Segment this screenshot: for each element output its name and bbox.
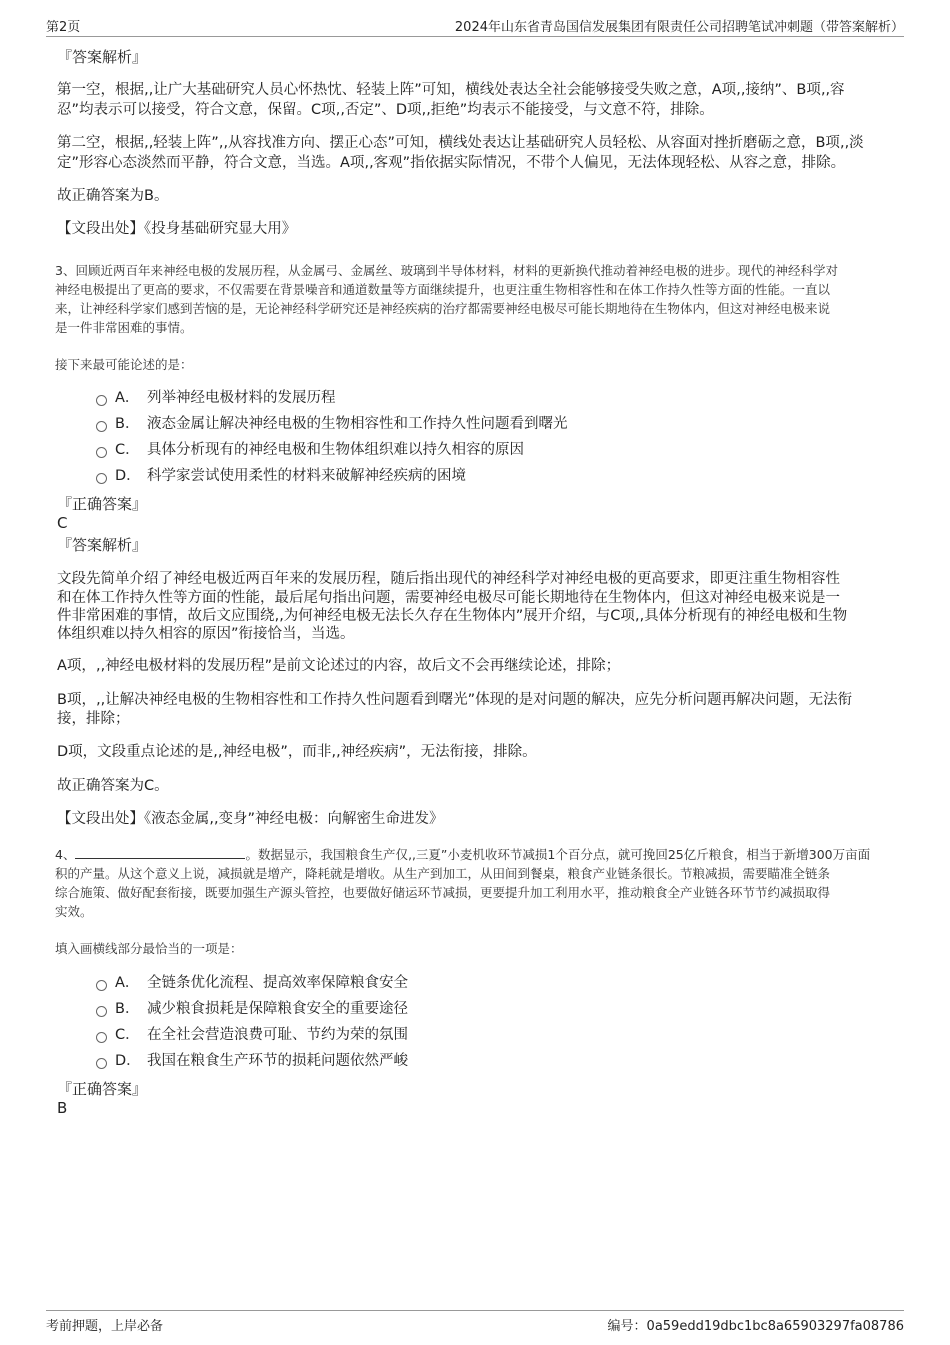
q4-text-line2: 积的产量。从这个意义上说，减损就是增产，降耗就是增收。从生产到加工，从田间到餐桌，粮食产业链条很长。节粮减损，需要瞄准全链条: [55, 866, 831, 881]
radio-icon[interactable]: [96, 421, 107, 432]
q2-conclusion: 故正确答案为B。: [57, 188, 169, 204]
q4-text-line3: 综合施策、做好配套衔接，既要加强生产源头管控，也要做好储运环节减损，更要提升加工利用水平，推动粮食全产业链各环节节约减损取得: [55, 885, 831, 900]
q3-prompt: 接下来最可能论述的是：: [55, 357, 193, 372]
q3-text-line2: 神经电极提出了更高的要求，不仅需要在背景噪音和通道数量等方面继续提升，也更注重生物相容性和在体工作持久性等方面的性能。一直以: [55, 282, 831, 297]
q3-analysis-d: D项，文段重点论述的是‚‚神经电极”，而非‚‚神经疾病”，无法衔接，排除。: [57, 744, 537, 760]
q4-text-line4: 实效。: [55, 904, 93, 919]
q3-conclusion: 故正确答案为C。: [57, 778, 169, 794]
q3-correct-label: 『正确答案』: [57, 495, 148, 513]
q3-correct-answer: C: [57, 514, 68, 532]
q4-text-line1: 4、 。数据显示，我国粮食生产仅‚‚三夏”小麦机收环节减损1个百分点，就可挽回25亿斤粮食，相当于新增300万亩面: [55, 847, 871, 862]
q4-option-d[interactable]: D． 我国在粮食生产环节的损耗问题依然严峻: [96, 1051, 408, 1071]
q3-option-c[interactable]: C． 具体分析现有的神经电极和生物体组织难以持久相容的原因: [96, 440, 524, 460]
document-title: 2024年山东省青岛国信发展集团有限责任公司招聘笔试冲刺题（带答案解析）: [454, 20, 904, 35]
q4-correct-label: 『正确答案』: [57, 1080, 148, 1098]
q3-text-line1: 3、回顾近两百年来神经电极的发展历程，从金属弓、金属丝、玻璃到半导体材料，材料的更新换代推动着神经电极的进步。现代的神经科学对: [55, 263, 838, 278]
q2-para2-line1: 第二空，根据‚‚轻装上阵”‚‚从容找准方向、摆正心态”可知，横线处表达让基础研究人员轻松、从容面对挫折磨砺之意，B项‚‚淡: [57, 135, 864, 151]
page-number: 第2页: [46, 20, 81, 35]
q4-option-b[interactable]: B． 减少粮食损耗是保障粮食安全的重要途径: [96, 999, 408, 1019]
q3-source: 【文段出处】《液态金属‚‚变身”神经电极：向解密生命进发》: [57, 811, 444, 827]
q4-prompt: 填入画横线部分最恰当的一项是：: [55, 941, 243, 956]
radio-icon[interactable]: [96, 395, 107, 406]
q3-analysis-line3: 件非常困难的事情，故后文应围绕‚‚为何神经电极无法长久存在生物体内”展开介绍，与C项‚‚具体分析现有的神经电极和生物: [57, 608, 848, 624]
page-footer: [46, 1310, 904, 1335]
q3-analysis-line4: 体组织难以持久相容的原因”衔接恰当，当选。: [57, 626, 355, 642]
q3-analysis-line2: 和在体工作持久性等方面的性能，最后尾句指出问题，需要神经电极尽可能长期地待在生物体内，但这对神经电极来说是一: [57, 590, 840, 606]
q2-source: 【文段出处】《投身基础研究显大用》: [57, 221, 297, 237]
q4-correct-answer: B: [57, 1099, 68, 1117]
radio-icon[interactable]: [96, 1058, 107, 1069]
q3-analysis-b-line1: B项，‚‚让解决神经电极的生物相容性和工作持久性问题看到曙光”体现的是对问题的解决，应先分析问题再解决问题，无法衔: [57, 692, 853, 708]
q2-para1-line1: 第一空，根据‚‚让广大基础研究人员心怀热忱、轻装上阵”可知，横线处表达全社会能够接受失败之意，A项‚‚接纳”、B项‚‚容: [57, 82, 845, 98]
q3-option-b[interactable]: B． 液态金属让解决神经电极的生物相容性和工作持久性问题看到曙光: [96, 414, 568, 434]
q3-option-a[interactable]: A． 列举神经电极材料的发展历程: [96, 388, 336, 408]
q3-analysis-a: A项，‚‚神经电极材料的发展历程”是前文论述过的内容，故后文不会再继续论述，排除；: [57, 658, 621, 674]
radio-icon[interactable]: [96, 473, 107, 484]
q3-analysis-line1: 文段先简单介绍了神经电极近两百年来的发展历程，随后指出现代的神经科学对神经电极的更高要求，即更注重生物相容性: [57, 571, 840, 587]
footer-slogan: 考前押题，上岸必备: [46, 1319, 164, 1334]
radio-icon[interactable]: [96, 447, 107, 458]
radio-icon[interactable]: [96, 1006, 107, 1017]
q4-option-c[interactable]: C． 在全社会营造浪费可耻、节约为荣的氛围: [96, 1025, 408, 1045]
q3-text-line4: 是一件非常困难的事情。: [55, 320, 193, 335]
document-code: 编号：0a59edd19dbc1bc8a65903297fa08786: [607, 1319, 904, 1334]
fill-in-blank: [75, 846, 245, 859]
q2-analysis-label: 『答案解析』: [57, 48, 148, 66]
q2-para2-line2: 定”形容心态淡然而平静，符合文意，当选。A项‚‚客观”指依据实际情况，不带个人偏见，无法体现轻松、从容之意，排除。: [57, 155, 846, 171]
q3-option-d[interactable]: D． 科学家尝试使用柔性的材料来破解神经疾病的困境: [96, 466, 466, 486]
page-header: [46, 14, 904, 37]
q3-analysis-label: 『答案解析』: [57, 536, 148, 554]
q3-analysis-b-line2: 接，排除；: [57, 711, 130, 727]
q4-option-a[interactable]: A． 全链条优化流程、提高效率保障粮食安全: [96, 973, 408, 993]
radio-icon[interactable]: [96, 1032, 107, 1043]
radio-icon[interactable]: [96, 980, 107, 991]
q2-para1-line2: 忍”均表示可以接受，符合文意，保留。C项‚‚否定”、D项‚‚拒绝”均表示不能接受，与文意不符，排除。: [57, 102, 714, 118]
q3-text-line3: 来，让神经科学家们感到苦恼的是，无论神经科学研究还是神经疾病的治疗都需要神经电极尽可能长期地待在生物体内，但这对神经电极来说: [55, 301, 831, 316]
